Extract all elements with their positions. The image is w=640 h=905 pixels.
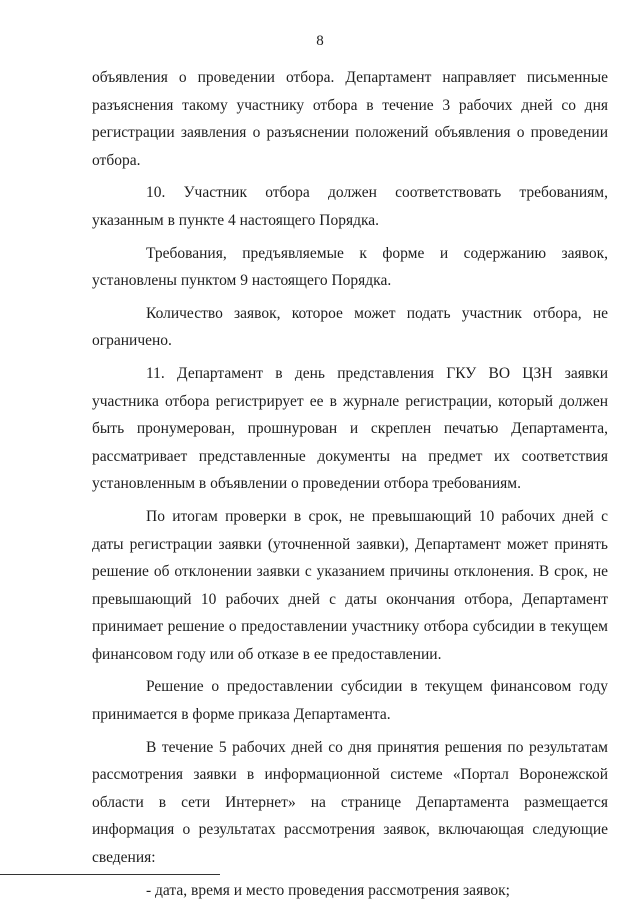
footer-divider [0,874,220,875]
paragraph-item-10: 10. Участник отбора должен соответствовать требованиям, указанным в пункте 4 настоящего Порядка. [92,184,608,229]
paragraph: По итогам проверки в срок, не превышающий 10 рабочих дней с даты регистрации заявки (уточненной заявки), Департамент может принять решение об отклонении заявки с указанием причины отклонения. В срок, не превышающий 10 рабочих дней с даты окончания отбора, Департамент принимает решение о предоставлении участнику отбора субсидии в текущем финансовом году или об отказе в ее предоставлении. [92,507,608,663]
paragraph-item-11: 11. Департамент в день представления ГКУ ВО ЦЗН заявки участника отбора регистрирует ее в журнале регистрации, который должен быть пронумерован, прошнурован и скреплен печатью Департамента, рассматривает представленные документы на предмет их соответствия установленным в объявлении о проведении отбора требованиям. [92,364,608,493]
page-number: 8 [316,33,324,49]
paragraph: Количество заявок, которое может подать участник отбора, не ограничено. [92,304,608,350]
paragraph: объявления о проведении отбора. Департамент направляет письменные разъяснения такому участнику отбора в течение 3 рабочих дней со дня регистрации заявления о разъяснении положений объявления о проведении отбора. [92,69,608,169]
document-body [92,64,608,904]
list-item: - дата, время и место проведения рассмотрения заявок; [146,881,510,899]
paragraph: Решение о предоставлении субсидии в текущем финансовом году принимается в форме приказа Департамента. [92,678,608,724]
paragraph: В течение 5 рабочих дней со дня принятия решения по результатам рассмотрения заявки в информационной системе «Портал Воронежской области в сети Интернет» на странице Департамента размещается информация о результатах рассмотрения заявок, включающая следующие сведения: [92,738,608,867]
paragraph: Требования, предъявляемые к форме и содержанию заявок, установлены пунктом 9 настоящего Порядка. [92,244,608,290]
